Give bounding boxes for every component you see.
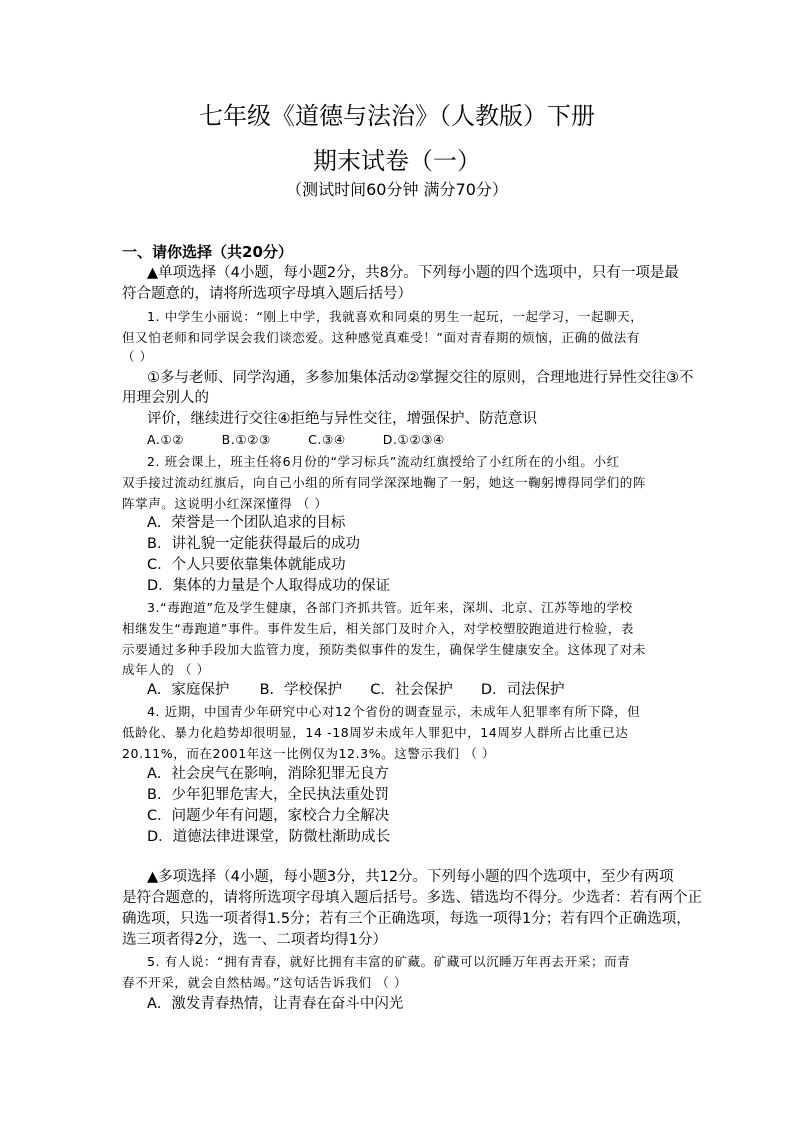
question-1-statements: ①多与老师、同学沟通，多参加集体活动②掌握交往的原则，合理地进行异性交往③不 bbox=[147, 370, 694, 386]
exam-title-second-line: 期末试卷（一） bbox=[313, 147, 481, 175]
question-4-stem: 4. 近期，中国青少年研究中心对12个省份的调查显示，未成年人犯罪率有所下降，但 bbox=[147, 704, 641, 719]
question-1-statements-end: 评价，继续进行交往④拒绝与异性交往，增强保护、防范意识 bbox=[147, 411, 537, 427]
question-2-stem-cont: 双手接过流动红旗后，向自己小组的所有同学深深地鞠了一躬，她这一鞠躬博得同学们的阵 bbox=[122, 475, 647, 490]
question-3-stem-cont: 相继发生“毒跑道”事件。事件发生后，相关部门及时介入，对学校塑胶跑道进行检验，表 bbox=[122, 621, 634, 636]
option-a[interactable]: A.①② bbox=[147, 432, 185, 447]
multi-choice-instructions-cont: 是符合题意的，请将所选项字母填入题后括号。多选、错选均不得分。少选者：若有两个正 bbox=[122, 890, 702, 906]
question-2-option-b[interactable]: B．讲礼貌一定能获得最后的成功 bbox=[147, 536, 360, 552]
question-4-option-b[interactable]: B．少年犯罪危害大，全民执法重处罚 bbox=[147, 787, 389, 803]
exam-title: 七年级《道德与法治》（人教版）下册 bbox=[199, 102, 595, 130]
question-2-stem: 2. 班会课上，班主任将6月份的“学习标兵”流动红旗授给了小红所在的小组。小红 bbox=[147, 454, 620, 469]
question-1-options bbox=[147, 430, 445, 449]
question-5-stem: 5. 有人说：“拥有青春，就好比拥有丰富的矿藏。矿藏可以沉睡万年再去开采；而青 bbox=[147, 954, 631, 969]
option-c[interactable]: C．社会保护 bbox=[370, 682, 453, 698]
exam-time-and-score: （测试时间60分钟 满分70分） bbox=[286, 180, 508, 199]
option-b[interactable]: B.①②③ bbox=[221, 432, 271, 447]
question-5-stem-end: 春不开采，就会自然枯竭。”这句话告诉我们 （ ） bbox=[122, 975, 408, 990]
question-3-stem: 3.“毒跑道”危及学生健康，各部门齐抓共管。近年来，深圳、北京、江苏等地的学校 bbox=[147, 600, 633, 615]
option-d[interactable]: D．司法保护 bbox=[480, 682, 565, 698]
question-4-stem-end: 20.11%，而在2001年这一比例仅为12.3%。这警示我们 （ ） bbox=[122, 746, 496, 761]
question-2-option-d[interactable]: D．集体的力量是个人取得成功的保证 bbox=[147, 578, 391, 594]
question-1-stem: 1. 中学生小丽说：“刚上中学，我就喜欢和同桌的男生一起玩，一起学习，一起聊天， bbox=[147, 309, 644, 324]
option-a[interactable]: A．家庭保护 bbox=[147, 682, 230, 698]
question-2-stem-end: 阵掌声。这说明小红深深懂得 （ ） bbox=[122, 496, 328, 511]
multi-choice-instructions-cont-2: 确选项，只选一项者得1.5分；若有三个正确选项，每选一项得1分；若有四个正确选项， bbox=[122, 911, 691, 927]
question-4-stem-cont: 低龄化、暴力化趋势却很明显，14 -18周岁未成年人罪犯中，14周岁人群所占比重已达 bbox=[122, 725, 629, 740]
question-2-option-a[interactable]: A．荣誉是一个团队追求的目标 bbox=[147, 515, 346, 531]
question-3-stem-end: 成年人的 （ ） bbox=[122, 662, 210, 677]
question-5-option-a[interactable]: A．激发青春热情，让青春在奋斗中闪光 bbox=[147, 996, 404, 1012]
question-1-answer-bracket: （ ） bbox=[122, 349, 153, 364]
section-heading: 一、请你选择（共20分） bbox=[122, 243, 293, 261]
single-choice-instructions-cont: 符合题意的，请将所选项字母填入题后括号） bbox=[122, 286, 412, 302]
single-choice-instructions: ▲单项选择（4小题，每小题2分，共8分。下列每小题的四个选项中，只有一项是最 bbox=[147, 265, 679, 281]
multi-choice-instructions: ▲多项选择（4小题，每小题3分，共12分。下列每小题的四个选项中，至少有两项 bbox=[147, 869, 674, 885]
question-3-stem-cont-2: 示要通过多种手段加大监管力度，预防类似事件的发生，确保学生健康安全。这体现了对未 bbox=[122, 642, 647, 657]
question-4-option-c[interactable]: C．问题少年有问题，家校合力全解决 bbox=[147, 808, 390, 824]
question-4-option-a[interactable]: A．社会戾气在影响，消除犯罪无良方 bbox=[147, 766, 389, 782]
option-b[interactable]: B．学校保护 bbox=[259, 682, 343, 698]
option-c[interactable]: C.③④ bbox=[308, 432, 346, 447]
multi-choice-instructions-end: 选三项者得2分，选一、二项者均得1分） bbox=[122, 932, 387, 948]
question-1-stem-cont: 但又怕老师和同学误会我们谈恋爱。这种感觉真难受！”面对青春期的烦恼，正确的做法有 bbox=[122, 330, 640, 345]
question-4-option-d[interactable]: D．道德法律进课堂，防微杜渐助成长 bbox=[147, 829, 391, 845]
question-2-option-c[interactable]: C．个人只要依靠集体就能成功 bbox=[147, 557, 346, 573]
question-1-statements-cont: 用理会别人的 bbox=[122, 390, 209, 406]
option-d[interactable]: D.①②③④ bbox=[382, 432, 445, 447]
question-3-options bbox=[147, 681, 565, 700]
